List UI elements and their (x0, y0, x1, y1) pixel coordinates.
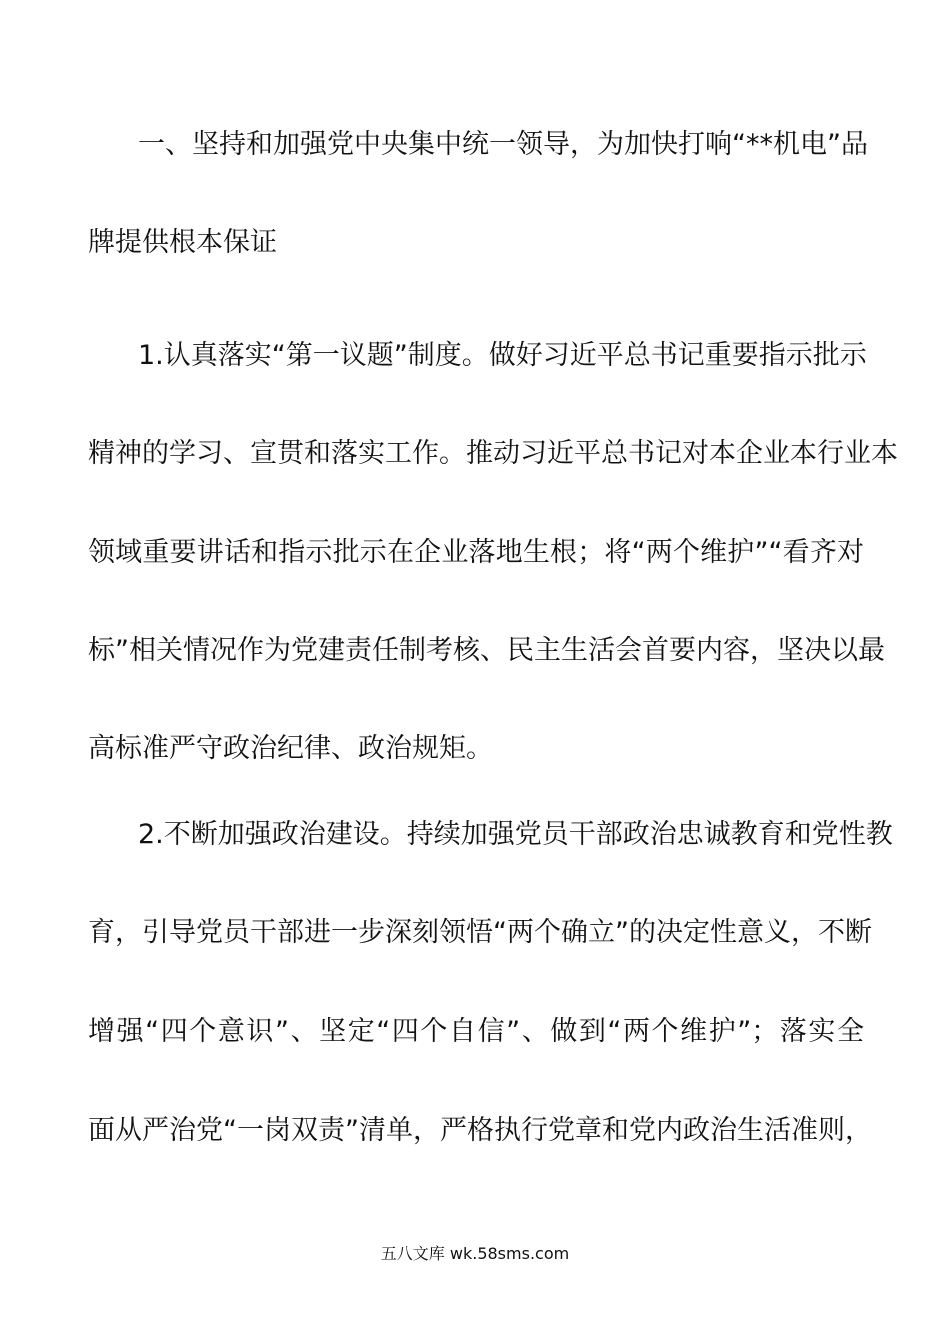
paragraph-1-line-1: 1.认真落实“第一议题”制度。做好习近平总书记重要指示批示 (138, 340, 867, 371)
paragraph-1-line-5: 高标准严守政治纪律、政治规矩。 (88, 733, 493, 764)
paragraph-2-line-2: 育，引导党员干部进一步深刻领悟“两个确立”的决定性意义，不断 (88, 917, 872, 948)
paragraph-2-line-1: 2.不断加强政治建设。持续加强党员干部政治忠诚教育和党性教 (138, 819, 893, 850)
paragraph-1-line-4: 标”相关情况作为党建责任制考核、民主生活会首要内容，坚决以最 (88, 635, 885, 666)
paragraph-2-line-3: 增强“四个意识”、坚定“四个自信”、做到“两个维护”；落实全 (88, 1016, 864, 1047)
footer-watermark: 五八文库 wk.58sms.com (380, 1244, 570, 1263)
paragraph-1-line-3: 领域重要讲话和指示批示在企业落地生根；将“两个维护”“看齐对 (88, 537, 864, 568)
section-heading-line-1: 一、坚持和加强党中央集中统一领导，为加快打响“**机电”品 (138, 129, 868, 160)
paragraph-1-line-2: 精神的学习、宣贯和落实工作。推动习近平总书记对本企业本行业本 (88, 438, 898, 469)
section-heading-line-2: 牌提供根本保证 (88, 227, 277, 258)
paragraph-2-line-4: 面从严治党“一岗双责”清单，严格执行党章和党内政治生活准则， (88, 1115, 872, 1146)
